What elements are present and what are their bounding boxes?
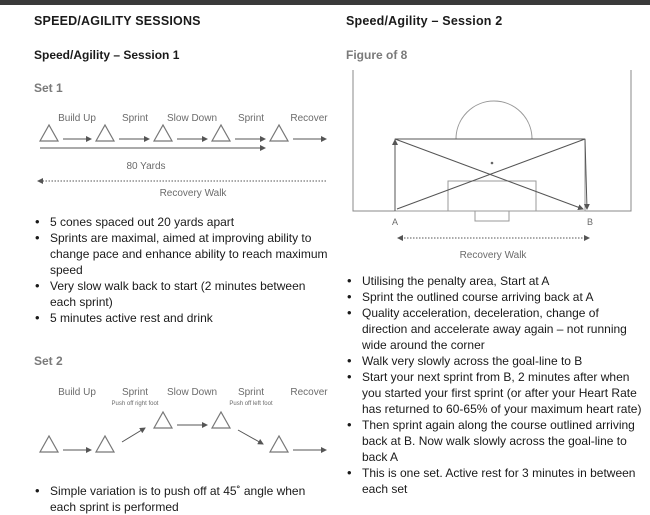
top-bar xyxy=(0,0,650,5)
list-item: • Sprint the outlined course arriving back at A xyxy=(346,289,646,305)
set2-phase-sprint-1: Sprint xyxy=(121,387,149,398)
set2-arrow-2 xyxy=(122,428,145,442)
cone-1 xyxy=(40,436,58,452)
set1-phase-sprint-1: Sprint xyxy=(121,113,149,124)
page-heading: SPEED/AGILITY SESSIONS xyxy=(34,14,201,28)
set1-title: Set 1 xyxy=(34,81,63,95)
list-item: • Then sprint again along the course outlined arriving back at B. Now walk slowly across the goal-line to back A xyxy=(346,417,646,465)
penalty-spot xyxy=(491,162,494,165)
list-item: • Sprints are maximal, aimed at improving ability to change pace and enhance ability to reach maximum speed xyxy=(34,230,334,278)
goal xyxy=(475,211,509,221)
set2-phase-build-up: Build Up xyxy=(58,387,96,398)
set2-arrow-4 xyxy=(238,430,263,444)
cone-5 xyxy=(270,436,288,452)
list-item: • This is one set. Active rest for 3 minutes in between each set xyxy=(346,465,646,497)
list-item: • Walk very slowly across the goal-line to B xyxy=(346,353,646,369)
list-item: • Start your next sprint from B, 2 minutes after when you started your first sprint (or after your Heart Rate has returned to 60-65% of your maximum heart rate) xyxy=(346,369,646,417)
figure-title: Figure of 8 xyxy=(346,48,408,62)
set2-phase-slow-down: Slow Down xyxy=(166,387,218,398)
course-diagonal-1 xyxy=(395,139,583,209)
list-item: • Utilising the penalty area, Start at A xyxy=(346,273,646,289)
push-off-left-note: Push off left foot xyxy=(229,401,273,407)
set2-phase-recover: Recover xyxy=(290,387,328,398)
point-a-label: A xyxy=(391,217,399,227)
cone-2 xyxy=(96,436,114,452)
set1-phase-sprint-2: Sprint xyxy=(237,113,265,124)
course-diagonal-2 xyxy=(397,139,585,209)
set1-phase-slow-down: Slow Down xyxy=(166,113,218,124)
set1-phase-build-up: Build Up xyxy=(58,113,96,124)
cone-4 xyxy=(212,125,230,141)
cone-3 xyxy=(154,125,172,141)
set1-bullets xyxy=(34,214,334,326)
cone-3 xyxy=(154,412,172,428)
session2-bullets xyxy=(346,273,646,497)
set2-bullets xyxy=(34,483,334,515)
recovery-walk-label-right: Recovery Walk xyxy=(459,250,527,261)
set2-diagram xyxy=(30,380,335,460)
cone-4 xyxy=(212,412,230,428)
cone-1 xyxy=(40,125,58,141)
list-item: • Very slow walk back to start (2 minutes between each sprint) xyxy=(34,278,334,310)
recovery-walk-label: Recovery Walk xyxy=(159,188,227,199)
list-item: • Simple variation is to push off at 45˚ angle when each sprint is performed xyxy=(34,483,334,515)
cone-5 xyxy=(270,125,288,141)
list-item: • 5 cones spaced out 20 yards apart xyxy=(34,214,334,230)
distance-label: 80 Yards xyxy=(126,161,166,172)
push-off-right-note: Push off right foot xyxy=(111,401,159,407)
session1-title: Speed/Agility – Session 1 xyxy=(34,48,180,62)
list-item: • 5 minutes active rest and drink xyxy=(34,310,334,326)
list-item: • Quality acceleration, deceleration, change of direction and accelerate away again – not running wide around the corner xyxy=(346,305,646,353)
set1-diagram xyxy=(30,105,335,200)
figure-of-8-diagram xyxy=(345,70,645,265)
set2-phase-sprint-2: Sprint xyxy=(237,387,265,398)
session2-title: Speed/Agility – Session 2 xyxy=(346,14,503,28)
set2-title: Set 2 xyxy=(34,354,63,368)
cone-2 xyxy=(96,125,114,141)
set1-phase-recover: Recover xyxy=(290,113,328,124)
penalty-arc xyxy=(456,101,532,139)
point-b-label: B xyxy=(586,217,594,227)
